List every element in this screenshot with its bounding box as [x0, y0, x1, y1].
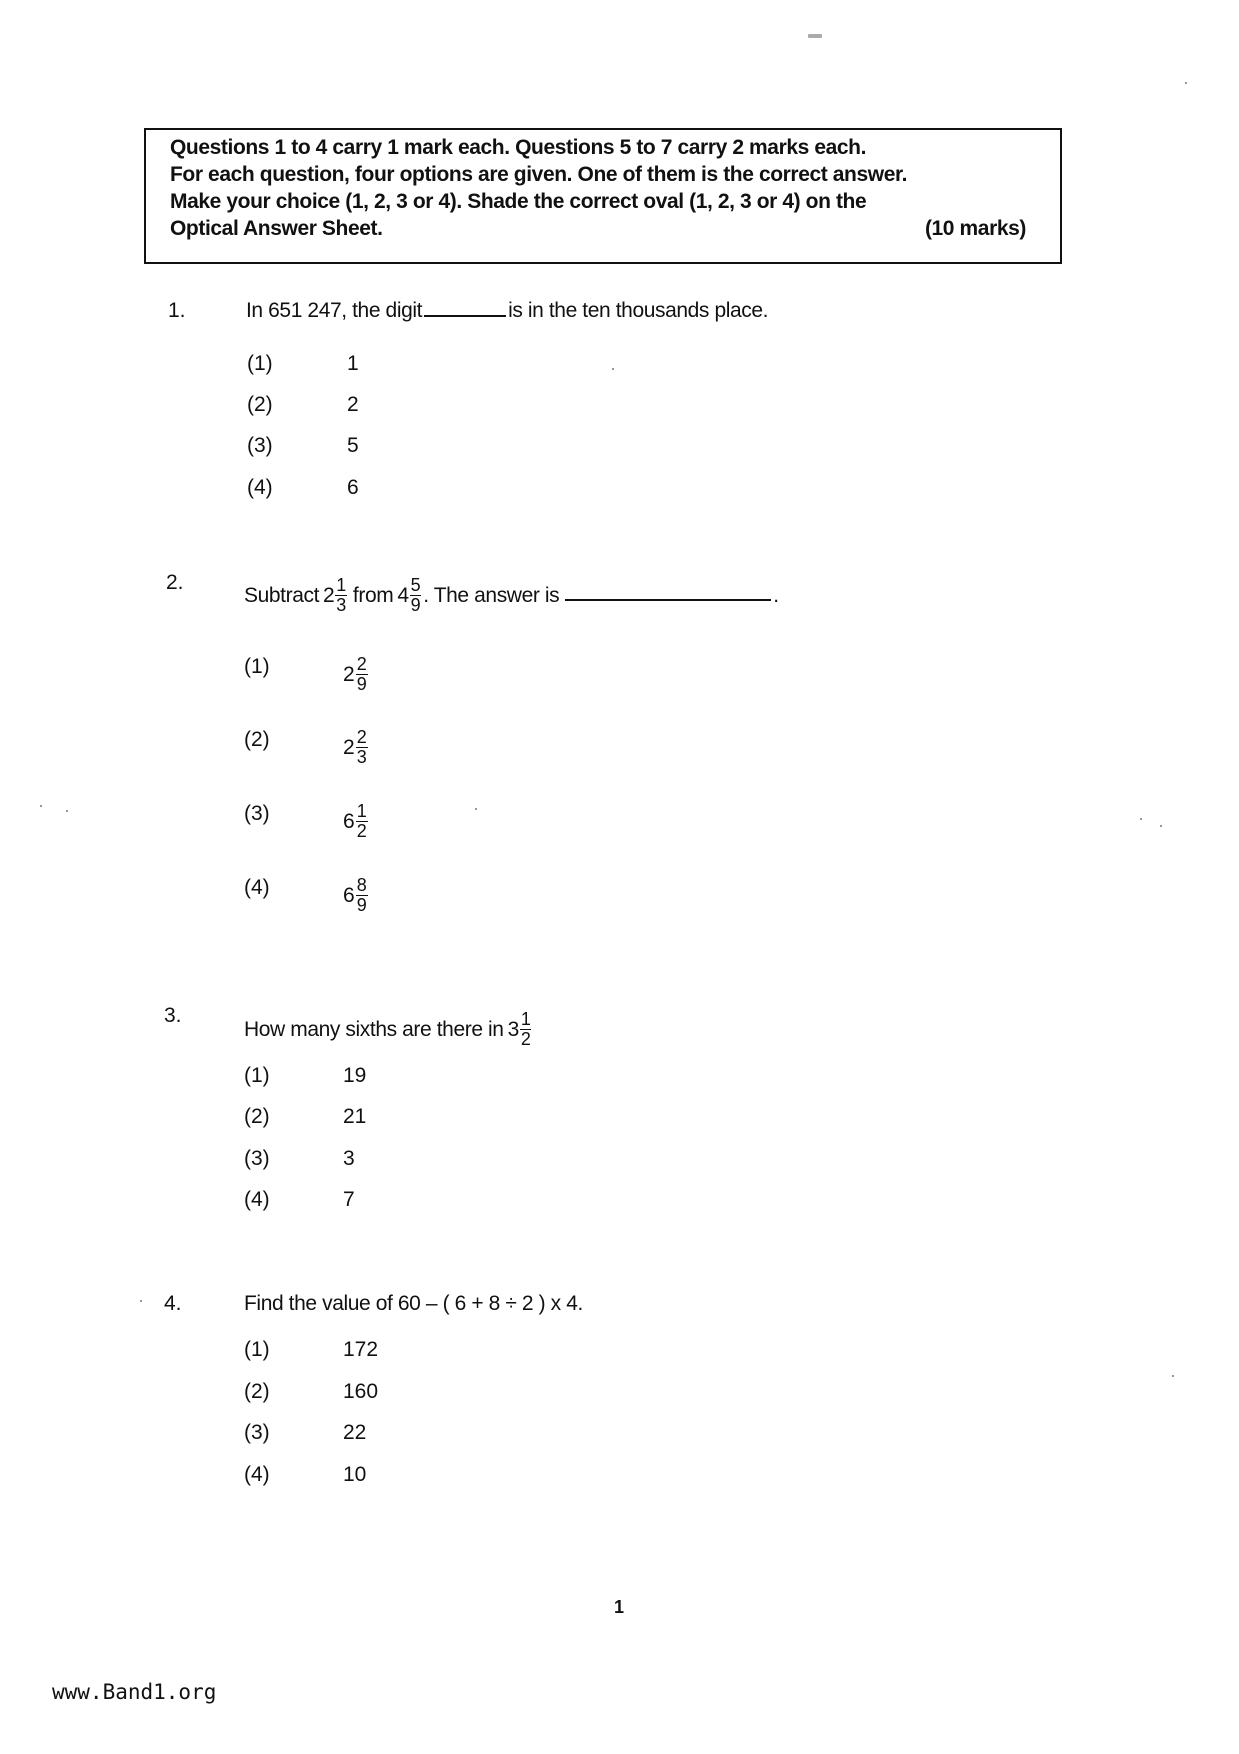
q4-option-4-value: 10	[343, 1463, 367, 1486]
q3-fraction	[508, 1010, 534, 1049]
question-2-number: 2.	[166, 571, 184, 594]
fraction-denominator: 9	[356, 895, 367, 915]
q2-option-4-label: (4)	[244, 876, 270, 899]
page-number: 1	[614, 1597, 625, 1617]
q2-fraction-subtrahend	[323, 576, 349, 615]
question-3-text	[244, 1010, 533, 1049]
q1-option-1-value: 1	[347, 352, 359, 375]
fraction-whole: 2	[323, 583, 335, 607]
q4-option-4-label: (4)	[244, 1463, 270, 1486]
fraction	[410, 576, 422, 615]
q4-option-3-label: (3)	[244, 1421, 270, 1444]
fraction-numerator: 8	[356, 875, 367, 895]
fraction-numerator: 1	[356, 801, 367, 821]
footer-url: www.Band1.org	[52, 1680, 217, 1704]
fraction-numerator: 1	[336, 575, 346, 595]
q1-option-1-label: (1)	[247, 352, 273, 375]
scan-speck	[1172, 1375, 1174, 1377]
scan-speck	[475, 808, 477, 810]
scan-speck	[40, 805, 42, 807]
fraction	[356, 876, 368, 915]
instructions-line-3: Make your choice (1, 2, 3 or 4). Shade the correct oval (1, 2, 3 or 4) on the	[170, 190, 867, 213]
q2-option-2-label: (2)	[244, 728, 270, 751]
instructions-optical-sheet: Optical Answer Sheet.	[170, 217, 383, 240]
fraction	[335, 576, 347, 615]
q2-option-4-value	[343, 876, 370, 915]
fraction-denominator: 2	[520, 1029, 531, 1049]
q1-option-2-label: (2)	[247, 393, 273, 416]
q2-option-1-value	[343, 655, 370, 694]
fraction	[520, 1010, 532, 1049]
fraction	[356, 655, 368, 694]
fraction-numerator: 5	[410, 575, 421, 595]
q1-option-3-label: (3)	[247, 434, 273, 457]
fraction-whole: 3	[507, 1017, 519, 1041]
scan-speck	[1185, 82, 1187, 84]
q1-option-4-value: 6	[347, 476, 359, 499]
scan-speck	[140, 1300, 142, 1302]
q1-option-3-value: 5	[347, 434, 359, 457]
q3-option-4-label: (4)	[244, 1188, 270, 1211]
scan-speck	[1160, 825, 1162, 827]
question-1-number: 1.	[168, 299, 186, 322]
q3-option-1-label: (1)	[244, 1064, 270, 1087]
question-3-number: 3.	[164, 1004, 182, 1027]
q4-option-3-value: 22	[343, 1421, 367, 1444]
fraction-whole: 6	[343, 809, 355, 833]
question-3-text-main: How many sixths are there in	[244, 1017, 504, 1041]
q4-option-1-label: (1)	[244, 1338, 270, 1361]
answer-blank	[424, 314, 506, 317]
question-2-text-end: .	[773, 583, 779, 607]
fraction-whole: 6	[343, 883, 355, 907]
instructions-line-4	[170, 215, 1060, 242]
instructions-marks: (10 marks)	[924, 217, 1026, 240]
q2-option-3-label: (3)	[244, 802, 270, 825]
fraction	[356, 802, 368, 841]
question-2-text-b: from	[352, 583, 394, 607]
q2-option-1-label: (1)	[244, 655, 270, 678]
scan-speck	[1140, 818, 1142, 820]
fraction-denominator: 2	[356, 821, 367, 841]
fraction-whole: 4	[397, 583, 409, 607]
fraction-whole: 2	[343, 662, 355, 686]
fraction-numerator: 2	[356, 654, 367, 674]
answer-blank	[565, 598, 771, 601]
fraction-denominator: 3	[336, 595, 346, 615]
fraction	[356, 728, 368, 767]
instructions-line-1: Questions 1 to 4 carry 1 mark each. Questions 5 to 7 carry 2 marks each.	[170, 136, 867, 159]
fraction-whole: 2	[343, 735, 355, 759]
question-4-number: 4.	[164, 1292, 182, 1315]
q3-option-2-value: 21	[343, 1105, 367, 1128]
instructions-box	[144, 128, 1062, 264]
q2-fraction-minuend	[397, 576, 423, 615]
scan-speck	[66, 810, 68, 812]
q4-option-2-value: 160	[343, 1380, 379, 1403]
q2-option-3-value	[343, 802, 370, 841]
scan-speck	[612, 368, 614, 370]
scan-speck	[808, 34, 822, 38]
fraction-denominator: 9	[356, 674, 367, 694]
fraction-numerator: 2	[356, 727, 367, 747]
q3-option-4-value: 7	[343, 1188, 355, 1211]
q1-option-2-value: 2	[347, 393, 359, 416]
question-2-text	[244, 576, 779, 615]
q1-option-4-label: (4)	[247, 476, 273, 499]
question-2-text-c: . The answer is	[423, 583, 560, 607]
q3-option-1-value: 19	[343, 1064, 367, 1087]
fraction-denominator: 3	[356, 747, 367, 767]
q3-option-3-label: (3)	[244, 1147, 270, 1170]
question-4-text: Find the value of 60 – ( 6 + 8 ÷ 2 ) x 4.	[244, 1292, 583, 1315]
question-1-text-after: is in the ten thousands place.	[508, 299, 769, 322]
question-2-text-a: Subtract	[244, 583, 320, 607]
q4-option-1-value: 172	[343, 1338, 379, 1361]
q4-option-2-label: (2)	[244, 1380, 270, 1403]
q3-option-2-label: (2)	[244, 1105, 270, 1128]
question-1-text	[246, 299, 768, 323]
q3-option-3-value: 3	[343, 1147, 355, 1170]
q2-option-2-value	[343, 728, 370, 767]
instructions-line-2: For each question, four options are given. One of them is the correct answer.	[170, 163, 908, 186]
fraction-numerator: 1	[520, 1009, 531, 1029]
question-1-text-before: In 651 247, the digit	[246, 299, 423, 322]
fraction-denominator: 9	[410, 595, 421, 615]
